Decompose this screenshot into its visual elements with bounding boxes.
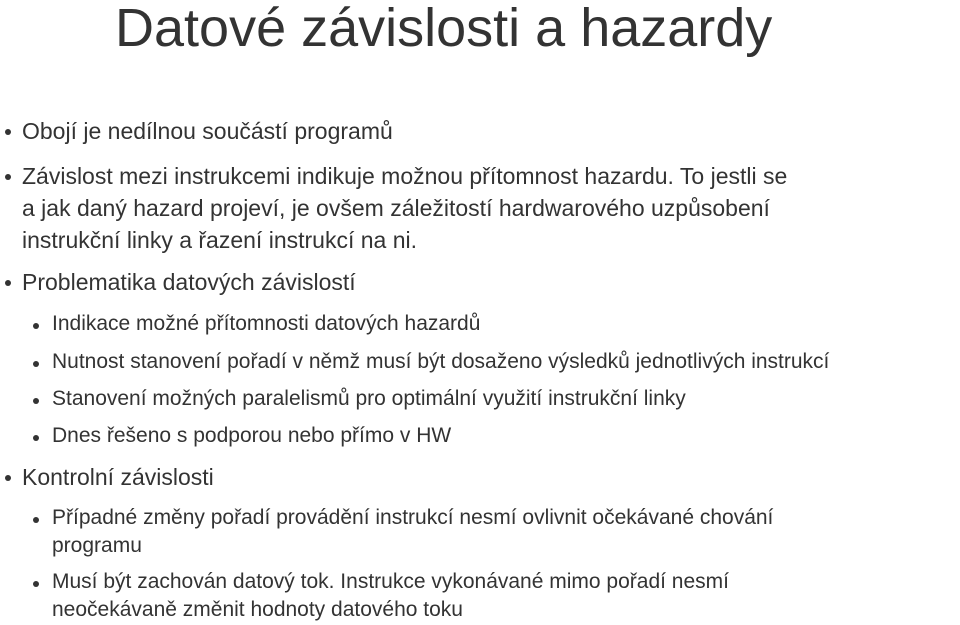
- sub-bullet-text: Dnes řešeno s podporou nebo přímo v HW: [52, 424, 452, 447]
- bullet-dot: [5, 280, 11, 286]
- bullet-item: [22, 115, 393, 147]
- sub-bullet-item: [52, 385, 686, 413]
- sub-bullet-text: Nutnost stanovení pořadí v němž musí být dosaženo výsledků jednotlivých instrukcí: [52, 350, 830, 373]
- sub-bullet-item: [52, 348, 829, 376]
- sub-bullet-text-line: Případné změny pořadí provádění instrukcí nesmí ovlivnit očekávané chování: [52, 506, 774, 529]
- sub-bullet-item: [52, 504, 773, 560]
- bullet-dot: [33, 398, 39, 404]
- bullet-dot: [33, 361, 39, 367]
- sub-bullet-text: Indikace možné přítomnosti datových hazardů: [52, 312, 481, 335]
- bullet-dot: [5, 129, 11, 135]
- bullet-text: Problematika datových závislostí: [22, 269, 356, 295]
- sub-bullet-item: [52, 422, 451, 450]
- bullet-dot: [5, 475, 11, 481]
- bullet-item: [22, 160, 787, 256]
- sub-bullet-item: [52, 310, 480, 338]
- bullet-text: Kontrolní závislosti: [22, 464, 214, 490]
- sub-bullet-text-line: programu: [52, 534, 142, 557]
- sub-bullet-text-line: neočekávaně změnit hodnoty datového toku: [52, 598, 463, 621]
- bullet-text-line: a jak daný hazard projeví, je ovšem záležitostí hardwarového uzpůsobení: [22, 195, 770, 221]
- bullet-text-line: Závislost mezi instrukcemi indikuje možnou přítomnost hazardu. To jestli se: [22, 163, 788, 189]
- bullet-text: Obojí je nedílnou součástí programů: [22, 118, 393, 144]
- bullet-text-line: instrukční linky a řazení instrukcí na ni.: [22, 227, 417, 253]
- bullet-item: [22, 461, 214, 493]
- bullet-dot: [33, 517, 39, 523]
- sub-bullet-item: [52, 568, 729, 624]
- bullet-dot: [33, 435, 39, 441]
- bullet-dot: [33, 323, 39, 329]
- slide-title: Datové závislosti a hazardy: [115, 0, 773, 58]
- sub-bullet-text: Stanovení možných paralelismů pro optimální využití instrukční linky: [52, 387, 686, 410]
- sub-bullet-text-line: Musí být zachován datový tok. Instrukce vykonávané mimo pořadí nesmí: [52, 570, 729, 593]
- bullet-item: [22, 266, 356, 298]
- bullet-dot: [33, 581, 39, 587]
- bullet-dot: [5, 174, 11, 180]
